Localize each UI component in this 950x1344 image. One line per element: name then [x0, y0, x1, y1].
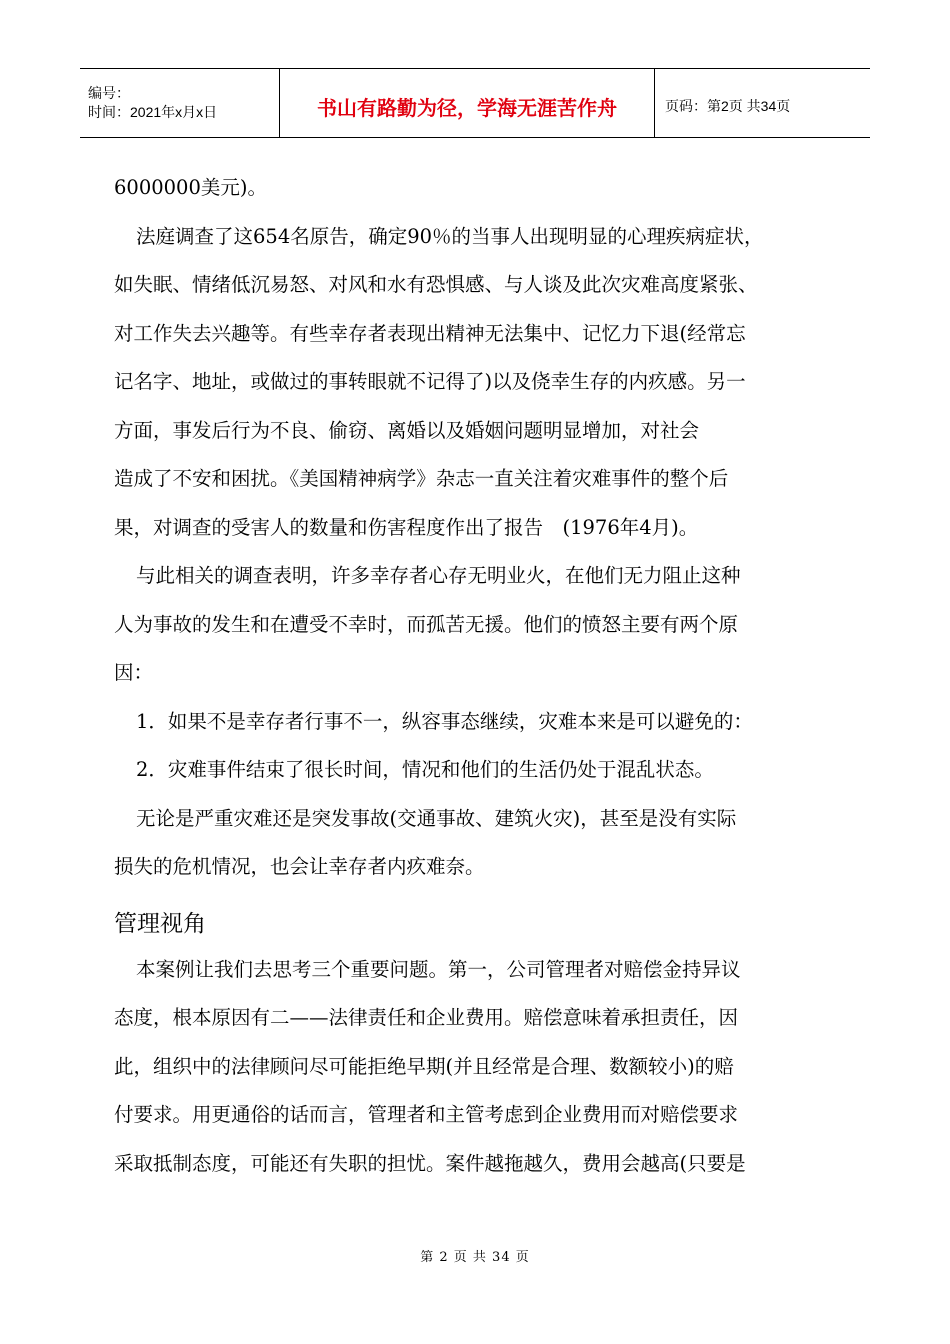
- header-motto: [280, 69, 655, 137]
- header-page-info: [655, 69, 870, 137]
- text-line: 损失的危机情况，也会让幸存者内疚难奈。: [114, 855, 485, 878]
- header-time: 时间：2021年x月x日: [88, 104, 218, 120]
- document-body: [114, 164, 840, 1188]
- footer-page-number: 第 2 页 共 34 页: [420, 1250, 530, 1265]
- text-line: 造成了不安和困扰。《美国精神病学》杂志一直关注着灾难事件的整个后: [114, 467, 729, 490]
- text-line: 无论是严重灾难还是突发事故(交通事故、建筑火灾)，甚至是没有实际: [136, 806, 737, 830]
- text-line: 法庭调查了这654名原告，确定90％的当事人出现明显的心理疾病症状，: [136, 224, 764, 248]
- text-line: 态度，根本原因有二——法律责任和企业费用。赔偿意味着承担责任，因: [114, 1006, 739, 1029]
- header-meta: [80, 69, 280, 137]
- text-line: 2．灾难事件结束了很长时间，情况和他们的生活仍处于混乱状态。: [136, 758, 714, 781]
- text-line: 与此相关的调查表明，许多幸存者心存无明业火，在他们无力阻止这种: [136, 564, 741, 587]
- text-line: 付要求。用更通俗的话而言，管理者和主管考虑到企业费用而对赔偿要求: [114, 1103, 739, 1126]
- list-item-1: [114, 698, 840, 747]
- header-page-info-text: 页码：第2页 共34页: [665, 98, 791, 114]
- page-header: [80, 68, 870, 138]
- paragraph-anger: [114, 552, 840, 698]
- page-footer: [0, 1246, 950, 1265]
- paragraph-court-survey: [114, 213, 840, 553]
- section-heading: 管理视角: [114, 910, 206, 937]
- paragraph-continued: [114, 164, 840, 213]
- paragraph-guilt: [114, 795, 840, 892]
- list-item-2: [114, 746, 840, 795]
- text-line: 1．如果不是幸存者行事不一，纵容事态继续，灾难本来是可以避免的：: [136, 709, 753, 733]
- text-line: 方面，事发后行为不良、偷窃、离婚以及婚姻问题明显增加，对社会: [114, 418, 700, 442]
- text-line: 采取抵制态度，可能还有失职的担忧。案件越拖越久，费用会越高(只要是: [114, 1151, 746, 1175]
- paragraph-management: [114, 946, 840, 1189]
- text-line: 果，对调查的受害人的数量和伤害程度作出了报告 (1976年4月)。: [114, 515, 699, 539]
- text-line: 6000000美元)。: [114, 176, 267, 199]
- text-line: 记名字、地址，或做过的事转眼就不记得了)以及侥幸生存的内疚感。另一: [114, 370, 746, 393]
- text-line: 对工作失去兴趣等。有些幸存者表现出精神无法集中、记忆力下退(经常忘: [114, 321, 746, 345]
- text-line: 因：: [114, 661, 154, 684]
- text-line: 本案例让我们去思考三个重要问题。第一，公司管理者对赔偿金持异议: [136, 957, 741, 981]
- header-number-label: 编号：: [88, 85, 130, 101]
- header-motto-text: 书山有路勤为径，学海无涯苦作舟: [317, 95, 617, 120]
- text-line: 人为事故的发生和在遭受不幸时，而孤苦无援。他们的愤怒主要有两个原: [114, 612, 739, 636]
- text-line: 如失眠、情绪低沉易怒、对风和水有恐惧感、与人谈及此次灾难高度紧张、: [114, 273, 758, 296]
- text-line: 此，组织中的法律顾问尽可能拒绝早期(并且经常是合理、数额较小)的赔: [114, 1054, 734, 1078]
